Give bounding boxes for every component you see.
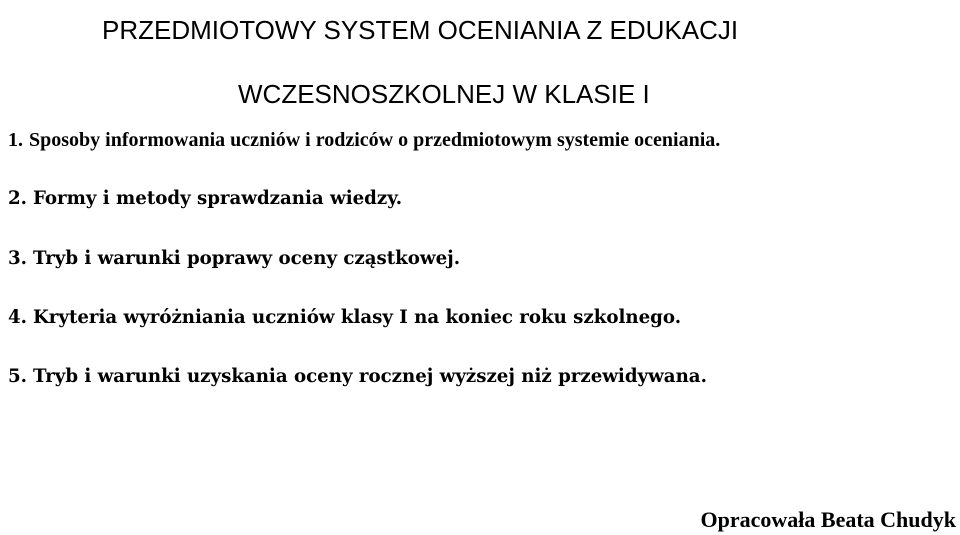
list-item-number: 5. — [8, 366, 27, 387]
list-item — [8, 187, 402, 211]
list-item — [8, 306, 681, 330]
document-title-line-2: WCZESNOSZKOLNEJ W KLASIE I — [238, 79, 650, 110]
list-item-text: Sposoby informowania uczniów i rodziców o przedmiotowym systemie oceniania. — [29, 129, 721, 151]
list-item-text: Tryb i warunki poprawy oceny cząstkowej. — [33, 248, 461, 269]
list-item-text: Kryteria wyróżniania uczniów klasy I na koniec roku szkolnego. — [33, 307, 682, 328]
author-signature: Opracowała Beata Chudyk — [700, 507, 956, 532]
list-item — [8, 128, 720, 152]
list-item-number: 3. — [8, 248, 27, 269]
list-item — [8, 247, 460, 271]
list-item-number: 1. — [8, 129, 23, 151]
list-item-text: Tryb i warunki uzyskania oceny rocznej wyższej niż przewidywana. — [33, 366, 707, 387]
list-item-text: Formy i metody sprawdzania wiedzy. — [33, 188, 403, 209]
document-title-line-1: PRZEDMIOTOWY SYSTEM OCENIANIA Z EDUKACJI — [102, 15, 739, 46]
list-item-number: 4. — [8, 307, 27, 328]
list-item — [8, 365, 707, 389]
list-item-number: 2. — [8, 188, 27, 209]
